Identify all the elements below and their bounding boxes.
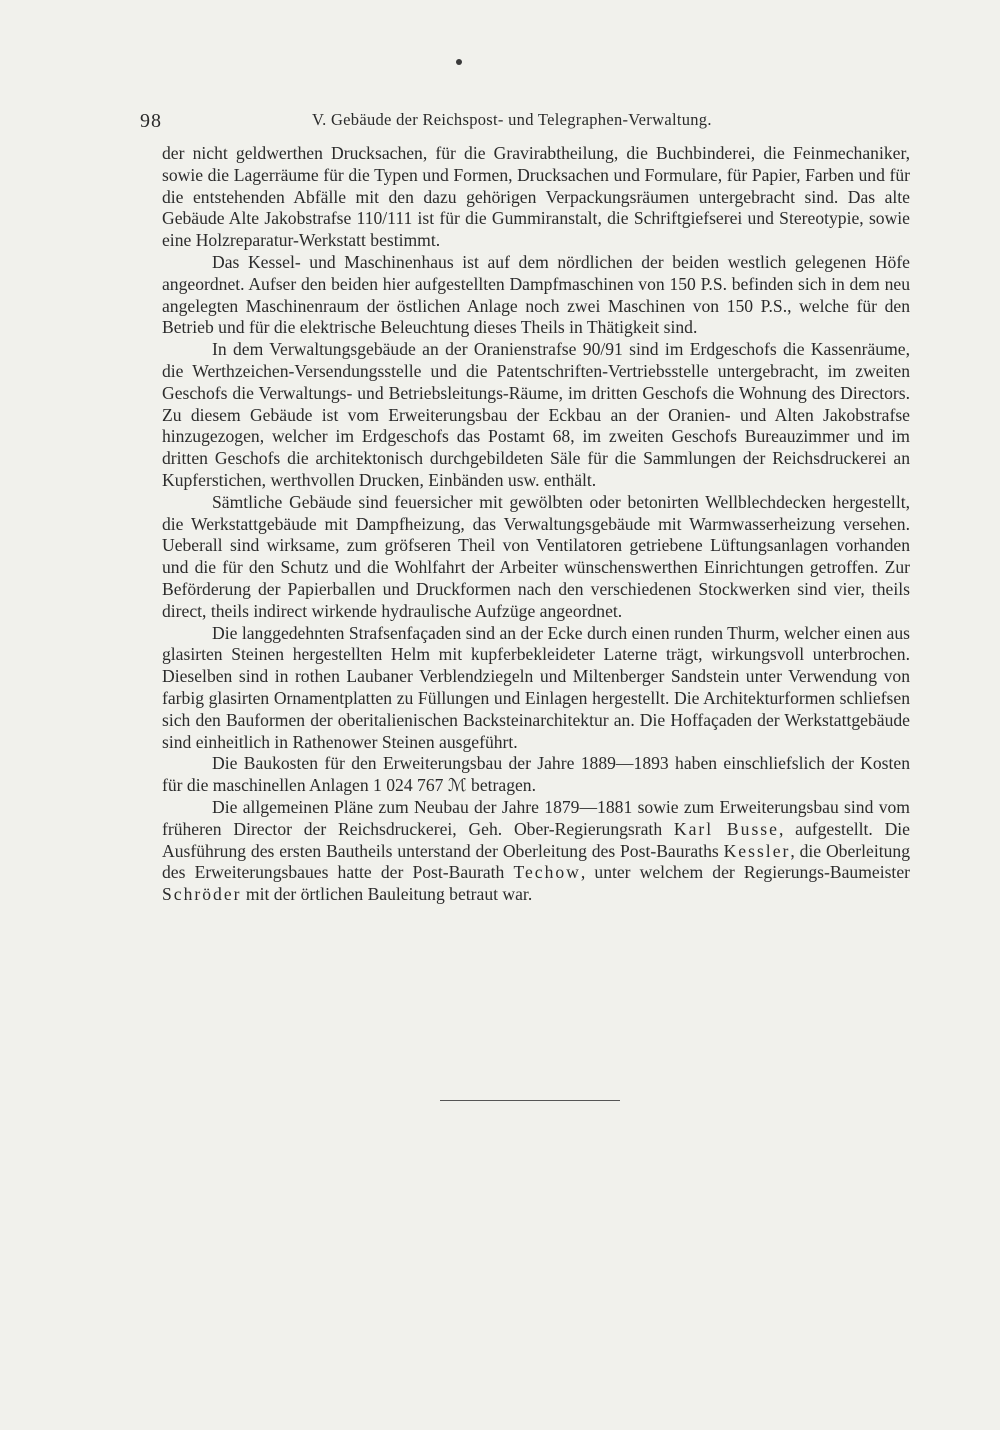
paragraph-5 [162,623,910,754]
paragraph-7-text: , aufgestellt. Die Ausführung des ersten Bautheils unterstand der Oberleitung des Post-Bauraths [162,818,910,861]
person-name-kessler: Kessler [723,840,791,861]
paragraph-7-text: , unter welchem der Regierungs-Baumeister [580,862,910,883]
paragraph-6-text: Die Baukosten für den Erweiterungsbau der Jahre 1889—1893 haben einschliefslich der Kosten für die maschinellen Anlagen 1 024 767 ℳ betragen. [162,753,910,796]
paragraph-2 [162,252,910,339]
paragraph-7-text: mit der örtlichen Bauleitung betraut war. [241,884,533,905]
paragraph-4-text: Sämtliche Gebäude sind feuersicher mit gewölbten oder betonirten Wellblechdecken hergestellt, die Werkstattgebäude mit Dampfheizung, das Verwaltungsgebäude mit Warmwasserheizung versehen. Ueberall sind wirksame, zum gröfseren Theil von Ventilatoren getriebene Lüftungsanlagen vorhanden und die für den Schutz und die Wohlfahrt der Arbeiter wünschenswerthen Einrichtungen getroffen. Zur Beförderung der Papierballen und Druckformen nach den verschiedenen Stockwerken sind vier, theils direct, theils indirect wirkende hydraulische Aufzüge angeordnet. [162,491,910,621]
paragraph-3 [162,339,910,492]
ink-dot [456,59,462,65]
section-end-rule [440,1100,620,1101]
paragraph-3-text: In dem Verwaltungsgebäude an der Oranienstrafse 90/91 sind im Erdgeschofs die Kassenräume, die Werthzeichen-Versendungsstelle und die Patentschriften-Vertriebsstelle untergebracht, im zweiten Geschofs die Verwaltungs- und Betriebsleitungs-Räume, im dritten Geschofs die Wohnung des Directors. Zu diesem Gebäude ist vom Erweiterungsbau der Eckbau an der Oranien- und Alten Jakobstrafse hinzugezogen, welcher im Erdgeschofs das Postamt 68, im zweiten Geschofs Bureauzimmer und im dritten Geschofs die architektonisch durchgebildeten Säle für die Sammlungen der Reichsdruckerei an Kupferstichen, werthvollen Drucken, Einbänden usw. enthält. [162,339,910,490]
paragraph-1-text: der nicht geldwerthen Drucksachen, für die Gravirabtheilung, die Buchbinderei, die Feinmechaniker, sowie die Lagerräume für die Typen und Formen, Drucksachen und Formulare, für Papier, Farben und für die entstehenden Abfälle mit den dazu gehörigen Verpackungsräumen untergebracht sind. Das alte Gebäude Alte Jakobstrafse 110/111 ist für die Gummiranstalt, die Schriftgiefserei und Stereotypie, sowie eine Holzreparatur-Werkstatt bestimmt. [162,143,910,251]
running-head: V. Gebäude der Reichspost- und Telegraphen-Verwaltung. [312,110,712,129]
paragraph-7-text: Die allgemeinen Pläne zum Neubau der Jahre 1879—1881 sowie zum Erweiterungsbau sind vom früheren Director der Reichsdruckerei, Geh. Ober-Regierungsrath [162,796,910,839]
paragraph-7-text: , die Oberleitung des Erweiterungsbaues hatte der Post-Baurath [162,840,910,883]
page-number: 98 [140,110,162,132]
body-text [162,143,910,906]
paragraph-7 [162,797,910,906]
person-name-techow: Techow [513,862,581,883]
person-name-busse: Karl Busse [673,818,779,839]
paragraph-6 [162,753,910,797]
person-name-schroeder: Schröder [162,884,242,905]
paragraph-1 [162,143,910,252]
paragraph-5-text: Die langgedehnten Strafsenfaçaden sind an der Ecke durch einen runden Thurm, welcher einen aus glasirten Steinen hergestellten Helm mit kupferbekleideter Laterne trägt, wirkungsvoll unterbrochen. Dieselben sind in rothen Laubaner Verblendziegeln und Miltenberger Sandstein unter Verwendung von farbig glasirten Ornamentplatten zu Füllungen und Einlagen hergestellt. Die Architekturformen schliefsen sich den Bauformen der oberitalienischen Backsteinarchitektur an. Die Hoffaçaden der Werkstattgebäude sind einheitlich in Rathenower Steinen ausgeführt. [162,622,910,752]
paragraph-2-text: Das Kessel- und Maschinenhaus ist auf dem nördlichen der beiden westlich gelegenen Höfe angeordnet. Aufser den beiden hier aufgestellten Dampfmaschinen von 150 P.S. befinden sich in dem neu angelegten Maschinenraum der östlichen Anlage noch zwei Maschinen von 150 P.S., welche für den Betrieb und für die elektrische Beleuchtung dieses Theils in Thätigkeit sind. [162,251,910,338]
page-header [140,106,910,136]
paragraph-4 [162,492,910,623]
